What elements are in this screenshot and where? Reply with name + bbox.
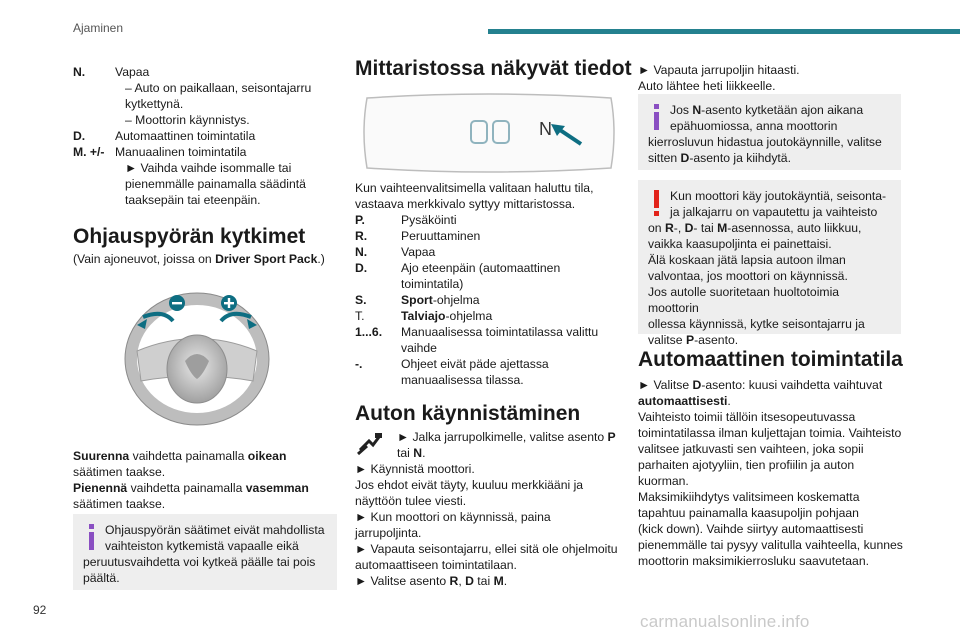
- watermark: carmanualsonline.info: [640, 612, 810, 631]
- heading-steering-wheel-controls: Ohjauspyörän kytkimet: [73, 225, 306, 248]
- instrument-display-illustration: [361, 92, 617, 174]
- steering-wheel-illustration: [113, 281, 281, 431]
- display-def-d: D. Ajo eteenpäin (automaattinen toimintatila): [355, 261, 561, 291]
- info-icon: [83, 522, 105, 552]
- info-note-paddles: Ohjauspyörän säätimet eivät mahdollista vaihteiston kytkemistä vapaalle eikä peruutusvaihdetta voi kytkeä päälle tai pois päältä.: [73, 514, 337, 590]
- display-def-n: N. Vapaa: [355, 245, 436, 259]
- display-def-dash: -. Ohjeet eivät päde ajettassa manuaalisessa tilassa.: [355, 357, 549, 387]
- heading-instrument-panel: Mittaristossa näkyvät tiedot: [355, 57, 632, 80]
- header-accent-bar: [488, 29, 960, 34]
- display-def-p: P. Pysäköinti: [355, 213, 457, 227]
- display-intro: Kun vaihteenvalitsimella valitaan haluttu tila, vastaava merkkivalo syttyy mittaristossa.: [355, 181, 594, 211]
- display-def-r: R. Peruuttaminen: [355, 229, 481, 243]
- start-steps: ► Käynnistä moottori. Jos ehdot eivät täyty, kuuluu merkkiääni ja näyttöön tulee viesti. ► Kun moottori on käynnissä, paina jarrupoljinta. ► Vapauta seisontajarru, ellei sitä ole ohjelmoitu automaattiseen toimintatilaan. ► Valitse asento R, D tai M.: [355, 462, 618, 588]
- start-step-1: ► Jalka jarrupolkimelle, valitse asento P tai N.: [397, 430, 616, 460]
- display-def-s: S. Sport-ohjelma: [355, 293, 480, 307]
- section-title: Ajaminen: [73, 21, 124, 35]
- steering-intro: (Vain ajoneuvot, joissa on Driver Sport Pack.): [73, 252, 325, 266]
- display-def-1-6: 1...6. Manuaalisessa toimintatilassa valittu vaihde: [355, 325, 599, 355]
- display-def-t: T. Talviajo-ohjelma: [355, 309, 493, 323]
- display-definitions: [355, 212, 625, 388]
- gear-definitions: [73, 64, 341, 208]
- page-number: 92: [33, 603, 47, 617]
- info-note-neutral: Jos N-asento kytketään ajon aikana epähuomiossa, anna moottorin kierrosluvun hidastua joutokäynnille, valitse sitten D-asento ja kiihdytä.: [638, 94, 901, 170]
- info-icon: [648, 102, 670, 132]
- release-brake-text: ► Vapauta jarrupoljin hitaasti. Auto lähtee heti liikkeelle.: [638, 63, 800, 93]
- automatic-mode-text: ► Valitse D-asento: kuusi vaihdetta vaihtuvat automaattisesti. Vaihteisto toimii tällöin itsesopeutuvassa toimintatilassa ilman kuljettajan toimia. Vaihteisto valitsee jatkuvasti sen vaihteen, joka sopii parhaiten ajotyyliin, tien profiilin ja auton kuorman. Maksimikiihdytys valitsimeen koskematta tapahtuu painamalla kaasupoljin pohjaan (kick down). Vaihde siirtyy automaattisesti pienemmälle tai pysyy valitulla vaihteella, kunnes moottorin maksimikierrosluku saavutetaan.: [638, 378, 903, 568]
- upshift-text: Suurenna vaihdetta painamalla oikean säätimen taakse.: [73, 449, 287, 479]
- warning-icon: [648, 188, 670, 218]
- definition-n: N. Vapaa – Auto on paikallaan, seisontajarru kytkettynä. – Moottorin käynnistys.: [73, 65, 312, 127]
- heading-starting-car: Auton käynnistäminen: [355, 402, 581, 425]
- brake-pedal-icon: [355, 428, 385, 458]
- definition-m: M. +/- Manuaalinen toimintatila ► Vaihda vaihde isommalle tai pienemmälle painamalla säädintä taaksepäin tai eteenpäin.: [73, 145, 306, 207]
- downshift-text: Pienennä vaihdetta painamalla vasemman säätimen taakse.: [73, 481, 309, 511]
- warning-note-idle: Kun moottori käy joutokäyntiä, seisonta- ja jalkajarru on vapautettu ja vaihteisto on R-, D- tai M-asennossa, auto liikkuu, vaikka kaasupoljinta ei painettaisi. Älä koskaan jätä lapsia autoon ilman valvontaa, jos moottori on käynnissä. Jos autolle suoritetaan huoltotoimia moottorin ollessa käynnissä, kytke seisontajarru ja valitse P-asento.: [638, 180, 901, 334]
- definition-d: D. Automaattinen toimintatila: [73, 129, 256, 143]
- heading-automatic-mode: Automaattinen toimintatila: [638, 348, 903, 371]
- display-gear-letter: N: [539, 119, 552, 139]
